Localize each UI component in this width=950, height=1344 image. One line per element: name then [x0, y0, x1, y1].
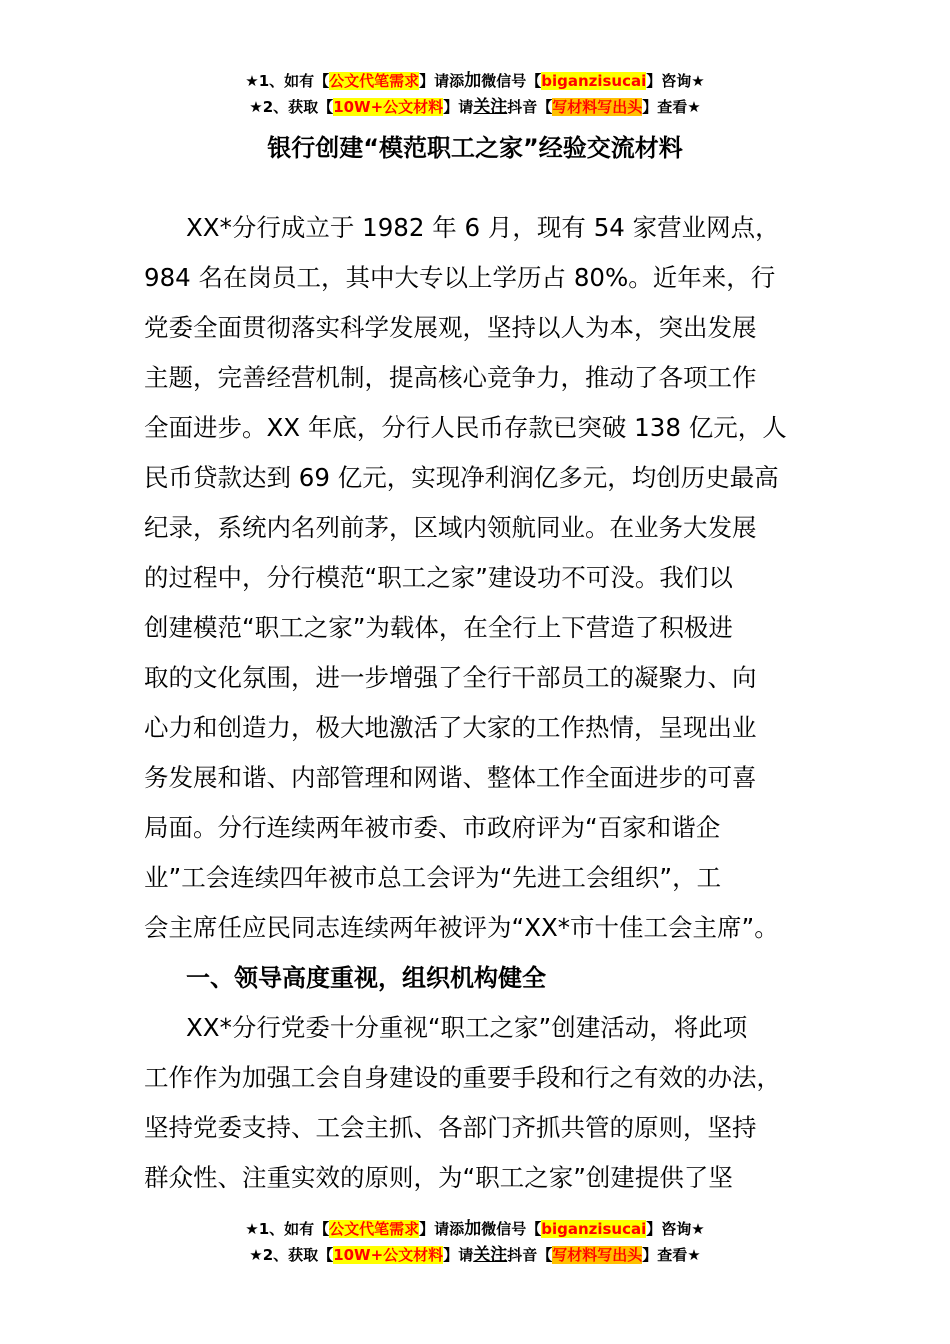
paragraph-line: 心力和创造力，极大地激活了大家的工作热情，呈现出业 — [144, 713, 757, 742]
promo-text: 微信号【 — [481, 1220, 542, 1238]
highlight-wechat-id: biganzisucai — [541, 72, 647, 90]
paragraph-line: 局面。分行连续两年被市委、市政府评为“百家和谐企 — [144, 813, 721, 842]
promo-text: 】请添 — [419, 72, 465, 90]
promo-emphasis: 加 — [464, 1219, 482, 1239]
highlight-service: 公文代笔需求 — [329, 1220, 420, 1238]
paragraph-line: 全面进步。XX 年底，分行人民币存款已突破 138 亿元，人 — [144, 413, 787, 442]
promo-text: 】查看★ — [642, 1246, 701, 1264]
highlight-wechat-id: biganzisucai — [541, 1220, 647, 1238]
promo-text: 微信号【 — [481, 72, 542, 90]
highlight-materials: 10W+公文材料 — [333, 1246, 444, 1264]
promo-emphasis: 加 — [464, 71, 482, 91]
promo-line-2 — [0, 1242, 950, 1268]
promo-emphasis: 关注 — [473, 1245, 508, 1265]
paragraph-line: 取的文化氛围，进一步增强了全行干部员工的凝聚力、向 — [144, 663, 757, 692]
highlight-douyin: 写材料写出头 — [552, 1246, 643, 1264]
paragraph-line: 党委全面贯彻落实科学发展观，坚持以人为本，突出发展 — [144, 313, 757, 342]
paragraph-line: 创建模范“职工之家”为载体，在全行上下营造了积极进 — [144, 613, 733, 642]
promo-text: ★2、获取【 — [249, 98, 334, 116]
promo-banner-top — [0, 68, 950, 120]
promo-text: ★2、获取【 — [249, 1246, 334, 1264]
paragraph-line: 984 名在岗员工，其中大专以上学历占 80%。近年来，行 — [144, 263, 776, 292]
promo-emphasis: 关注 — [473, 97, 508, 117]
paragraph-line: 群众性、注重实效的原则，为“职工之家”创建提供了坚 — [144, 1163, 733, 1192]
document-title: 银行创建“模范职工之家”经验交流材料 — [267, 134, 683, 162]
paragraph-line: 民币贷款达到 69 亿元，实现净利润亿多元，均创历史最高 — [144, 463, 779, 492]
promo-banner-bottom — [0, 1216, 950, 1268]
promo-text: 】查看★ — [642, 98, 701, 116]
paragraph-line: 会主席任应民同志连续两年被评为“XX*市十佳工会主席”。 — [144, 913, 779, 942]
paragraph-line: XX*分行成立于 1982 年 6 月，现有 54 家营业网点， — [186, 213, 780, 242]
paragraph-line: 工作作为加强工会自身建设的重要手段和行之有效的办法， — [144, 1063, 781, 1092]
highlight-materials: 10W+公文材料 — [333, 98, 444, 116]
paragraph-line: 业”工会连续四年被市总工会评为“先进工会组织”，工 — [144, 863, 722, 892]
promo-line-2 — [0, 94, 950, 120]
paragraph-line: 务发展和谐、内部管理和网谐、整体工作全面进步的可喜 — [144, 763, 757, 792]
promo-text: 】请 — [443, 1246, 474, 1264]
promo-text: 】请 — [443, 98, 474, 116]
paragraph-line: 主题，完善经营机制，提高核心竞争力，推动了各项工作 — [144, 363, 757, 392]
promo-text: 】咨询★ — [646, 1220, 705, 1238]
paragraph-line: XX*分行党委十分重视“职工之家”创建活动，将此项 — [186, 1013, 748, 1042]
promo-text: 】咨询★ — [646, 72, 705, 90]
paragraph-line: 坚持党委支持、工会主抓、各部门齐抓共管的原则，坚持 — [144, 1113, 757, 1142]
promo-text: ★1、如有【 — [245, 1220, 330, 1238]
promo-line-1 — [0, 1216, 950, 1242]
promo-text: 】请添 — [419, 1220, 465, 1238]
paragraph-line: 的过程中，分行模范“职工之家”建设功不可没。我们以 — [144, 563, 733, 592]
highlight-service: 公文代笔需求 — [329, 72, 420, 90]
promo-text: 抖音【 — [507, 98, 553, 116]
promo-line-1 — [0, 68, 950, 94]
promo-text: ★1、如有【 — [245, 72, 330, 90]
highlight-douyin: 写材料写出头 — [552, 98, 643, 116]
paragraph-line: 纪录，系统内名列前茅，区域内领航同业。在业务大发展 — [144, 513, 757, 542]
document-body — [144, 203, 820, 1203]
section-heading: 一、领导高度重视，组织机构健全 — [186, 964, 546, 992]
promo-text: 抖音【 — [507, 1246, 553, 1264]
